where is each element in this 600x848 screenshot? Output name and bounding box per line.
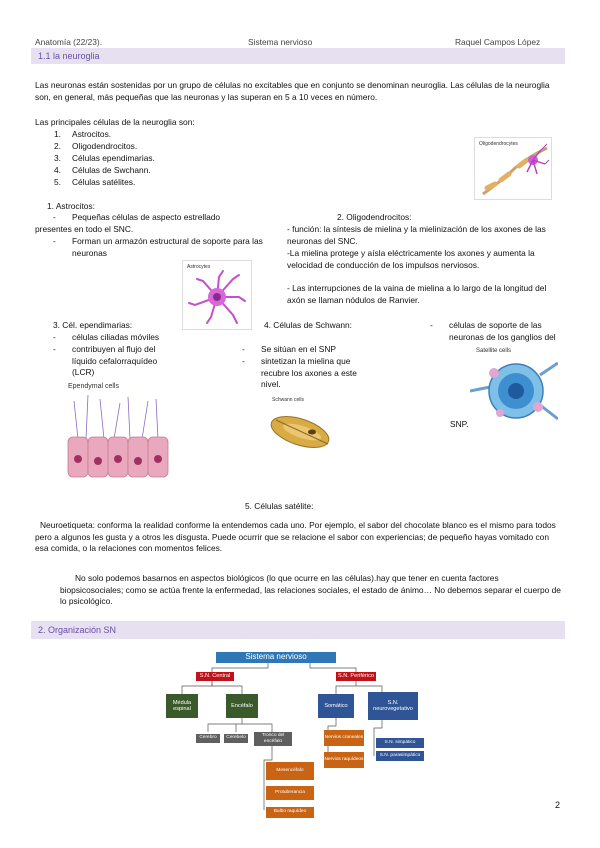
list-label: Células ependimarias. (72, 153, 155, 163)
satelite-bullet-1: células de soporte de las neuronas de los ganglios del (449, 320, 556, 342)
list-intro: Las principales células de la neuroglia son: (35, 117, 195, 127)
schwann-cells-image (268, 394, 334, 460)
list-number: 4. (54, 165, 61, 175)
diagram-nervios-craneales-node: Nervios craneales (324, 730, 364, 746)
astrocitos-heading: 1. Astrocitos: (47, 201, 95, 211)
astrocytes-image (182, 260, 252, 330)
list-number: 2. (54, 141, 61, 151)
diagram-cerebelo-node: Cerebelo (224, 734, 248, 743)
diagram-snc-node: S.N. Central (196, 672, 234, 681)
schwann-heading: 4. Células de Schwann: (264, 320, 352, 330)
bullet-dash: - (53, 344, 56, 354)
header-left: Anatomía (22/23). (35, 37, 103, 47)
bullet-dash: - (242, 344, 245, 354)
diagram-protuberancia-node: Protuberancia (266, 786, 314, 800)
list-number: 1. (54, 129, 61, 139)
header-center: Sistema nervioso (248, 37, 313, 47)
schwann-bullet-2: sintetizan la mielina que recubre los axones a este nivel. (261, 356, 357, 389)
oligodendrocitos-bullet-1: - función: la síntesis de mielina y la mielinización de los axones de las neuronas del SNC. (287, 224, 546, 246)
astrocitos-bullet-2: Forman un armazón estructural de soporte para las neuronas (72, 236, 263, 258)
astrocitos-bullet-1: Pequeñas células de aspecto estrellado (72, 212, 221, 222)
section-heading-band (31, 621, 565, 639)
diagram-bulbo-node: Bulbo raquídeo (266, 807, 314, 818)
diagram-medula-node: Médula espinal (166, 694, 198, 718)
bullet-dash: - (53, 332, 56, 342)
diagram-somatico-node: Somático (318, 694, 354, 718)
oligodendrocitos-bullet-2: -La mielina protege y aísla eléctricamente los axones y aumenta la velocidad de conducción de los impulsos nerviosos. (287, 248, 535, 270)
image-caption: Satellite cells (476, 348, 512, 354)
diagram-parasimpatico-node: S.N. parasimpático (376, 751, 424, 761)
intro-paragraph: Las neuronas están sostenidas por un grupo de células no excitables que en conjunto se denominan neuroglia. Las células de la neuroglia son, en general, más pequeñas que las neuronas y las superan en 5 a 10 veces en número. (35, 80, 550, 102)
ependimarias-heading: 3. Cél. ependimarias: (53, 320, 133, 330)
image-caption: Ependymal cells (68, 383, 119, 390)
oligodendrocitos-bullet-3: - Las interrupciones de la vaina de mielina a lo largo de la longitud del axón se llaman nódulos de Ranvier. (287, 283, 547, 305)
astrocyte-illustration (183, 261, 251, 329)
oligodendrocitos-heading: 2. Oligodendrocitos: (337, 212, 412, 222)
header-right: Raquel Campos López (455, 37, 541, 47)
ependimarias-bullet-1: células ciliadas móviles (72, 332, 160, 342)
section-title: 1.1 la neuroglia (38, 51, 100, 61)
ependymal-illustration (64, 381, 174, 481)
list-label: Astrocitos. (72, 129, 112, 139)
diagram-encefalo-node: Encéfalo (226, 694, 258, 718)
biopsicosocial-paragraph: No solo podemos basarnos en aspectos biológicos (lo que ocurre en las células).hay que tener en cuenta factores biopsicosociales; como se actúa frente la enfermedad, las relaciones sociales, el estado de ánimo… No debemos separar el cuerpo de lo psicológico. (60, 573, 561, 606)
diagram-cerebro-node: Cerebro (196, 734, 220, 743)
list-label: Oligodendrocitos. (72, 141, 138, 151)
list-label: Células de Swchann. (72, 165, 151, 175)
oligodendrocytes-image (474, 137, 552, 200)
diagram-tronco-node: Tronco del encéfalo (254, 732, 292, 746)
oligodendrocyte-illustration (475, 138, 551, 199)
diagram-root-node: Sistema nervioso (216, 652, 336, 663)
section-heading-band (31, 48, 565, 64)
satelite-bullet-1-tail: SNP. (450, 419, 469, 429)
image-caption: Astrocytes (187, 264, 211, 270)
bullet-dash: - (242, 356, 245, 366)
diagram-vegetativo-node: S.N. neurovegetativo (368, 692, 418, 720)
astrocitos-bullet-1-cont: presentes en todo el SNC. (35, 224, 134, 234)
ependimarias-bullet-2: contribuyen al flujo del líquido cefalorraquídeo (LCR) (72, 344, 158, 377)
bullet-dash: - (53, 236, 56, 246)
satelite-heading: 5. Células satélite: (245, 501, 314, 511)
organization-diagram (160, 648, 450, 820)
image-caption: Oligodendrocytes (479, 141, 518, 147)
satellite-cells-image (470, 345, 558, 429)
list-number: 3. (54, 153, 61, 163)
diagram-mesencefalo-node: Mesencéfalo (266, 762, 314, 780)
section-title: 2. Organización SN (38, 625, 117, 635)
schwann-illustration (268, 394, 334, 460)
list-number: 5. (54, 177, 61, 187)
diagram-snp-node: S.N. Periférico (337, 673, 375, 680)
schwann-bullet-1: Se sitúan en el SNP (261, 344, 336, 354)
bullet-dash: - (430, 320, 433, 330)
ependymal-cells-image (64, 381, 174, 481)
page-number: 2 (555, 800, 561, 810)
image-caption: Schwann cells (272, 397, 304, 403)
diagram-simpatico-node: S.N. simpático (376, 738, 424, 748)
bullet-dash: - (53, 212, 56, 222)
list-label: Células satélites. (72, 177, 136, 187)
neuroetiqueta-paragraph: Neuroetiqueta: conforma la realidad conforme la entendemos cada uno. Por ejemplo, el sabor del chocolate blanco es el mismo para todos pero a algunos les gusta y a otros les disgusta. Puede ocurrir que se relacione el sabor con experiencias; de pequeño hayas vomitado con esa comida, o la relaciones con momentos felices. (35, 520, 556, 553)
satellite-illustration (470, 345, 558, 429)
diagram-nervios-raquideos-node: Nervios raquídeos (324, 752, 364, 768)
